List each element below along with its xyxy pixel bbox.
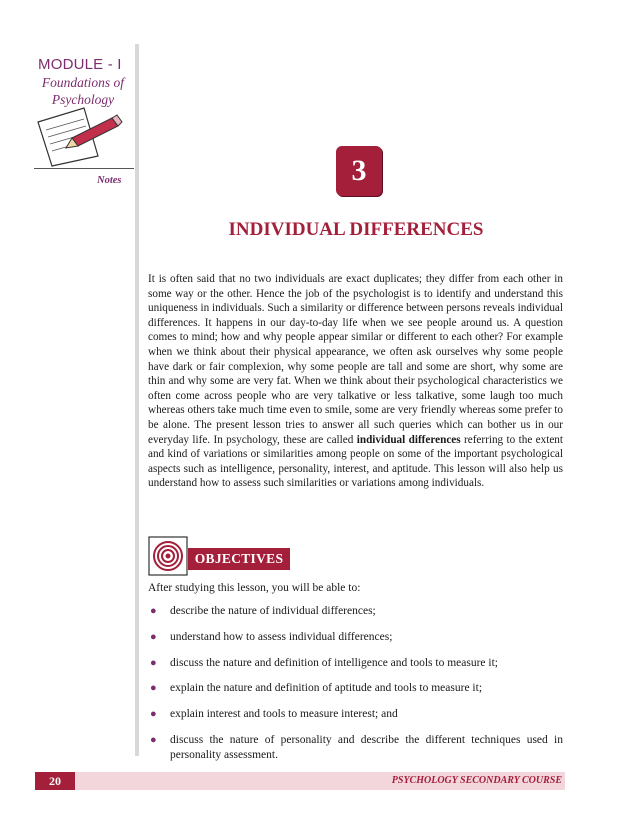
objective-text: explain interest and tools to measure interest; and — [170, 708, 398, 721]
objective-text: explain the nature and definition of aptitude and tools to measure it; — [170, 682, 483, 695]
objective-item — [148, 630, 563, 645]
objective-item — [148, 656, 563, 671]
objective-item — [148, 604, 563, 619]
objectives-list — [148, 604, 563, 774]
chapter-title: INDIVIDUAL DIFFERENCES — [228, 219, 484, 240]
objective-item — [148, 707, 563, 722]
bullet-icon: ● — [150, 733, 157, 746]
objectives-heading: OBJECTIVES — [188, 548, 290, 570]
notes-label: Notes — [97, 175, 122, 186]
objective-text: describe the nature of individual differences; — [170, 605, 376, 617]
margin-divider — [135, 44, 139, 756]
intro-paragraph — [148, 272, 563, 491]
bullet-icon: ● — [150, 708, 157, 721]
module-title: MODULE - I — [38, 56, 122, 73]
target-icon — [148, 536, 188, 576]
objectives-lead: After studying this lesson, you will be able to: — [148, 582, 361, 594]
notebook-pencil-icon — [32, 104, 128, 168]
objective-text: understand how to assess individual differences; — [170, 630, 393, 643]
bullet-icon: ● — [150, 656, 157, 669]
notes-rule — [34, 168, 134, 169]
objective-item — [148, 733, 563, 763]
bullet-icon: ● — [150, 630, 157, 643]
intro-text-after: referring to the extent and kind of variations or similarities among people on some of the important psychological aspects such as intelligence, personality, interest, and aptitude. This lesson will also help us understand how to assess such similarities or variations among individuals. — [148, 433, 564, 490]
objective-text: discuss the nature and definition of intelligence and tools to measure it; — [170, 656, 498, 669]
chapter-number: 3 — [336, 146, 382, 196]
bullet-icon: ● — [150, 682, 157, 695]
intro-text-before: It is often said that no two individuals are exact duplicates; they differ from each other in some way or the other. Hence the job of the psychologist is to identify and understand this uniqueness in individuals. Such a similarity or difference between persons reveals individual differences. It happens in our day-to-day life when we see people around us. A question comes to mind; how and why people appear similar or different to each other? For example when we think about their physical appearance, we often ask ourselves why some people have dark or fair complexion, why some people are tall and some are short, why some are thin and why some are very fat. When we think about their psychological characteristics we often come across people who are very talkative or less talkative, some laugh too much whereas others take much time even to smile, some are very friendly whereas some prefer to be alone. The present lesson tries to answer all such queries which can bother us in our everyday life. In psychology, these are called — [148, 273, 563, 446]
intro-bold-term: individual differences — [356, 433, 461, 446]
course-name: PSYCHOLOGY SECONDARY COURSE — [391, 775, 562, 786]
bullet-icon: ● — [150, 605, 157, 617]
module-subtitle: Foundations of Psychology — [41, 75, 125, 107]
page-number: 20 — [35, 772, 75, 790]
objective-item — [148, 681, 563, 696]
objective-text: discuss the nature of personality and describe the different techniques used in personality assessment. — [170, 733, 563, 761]
